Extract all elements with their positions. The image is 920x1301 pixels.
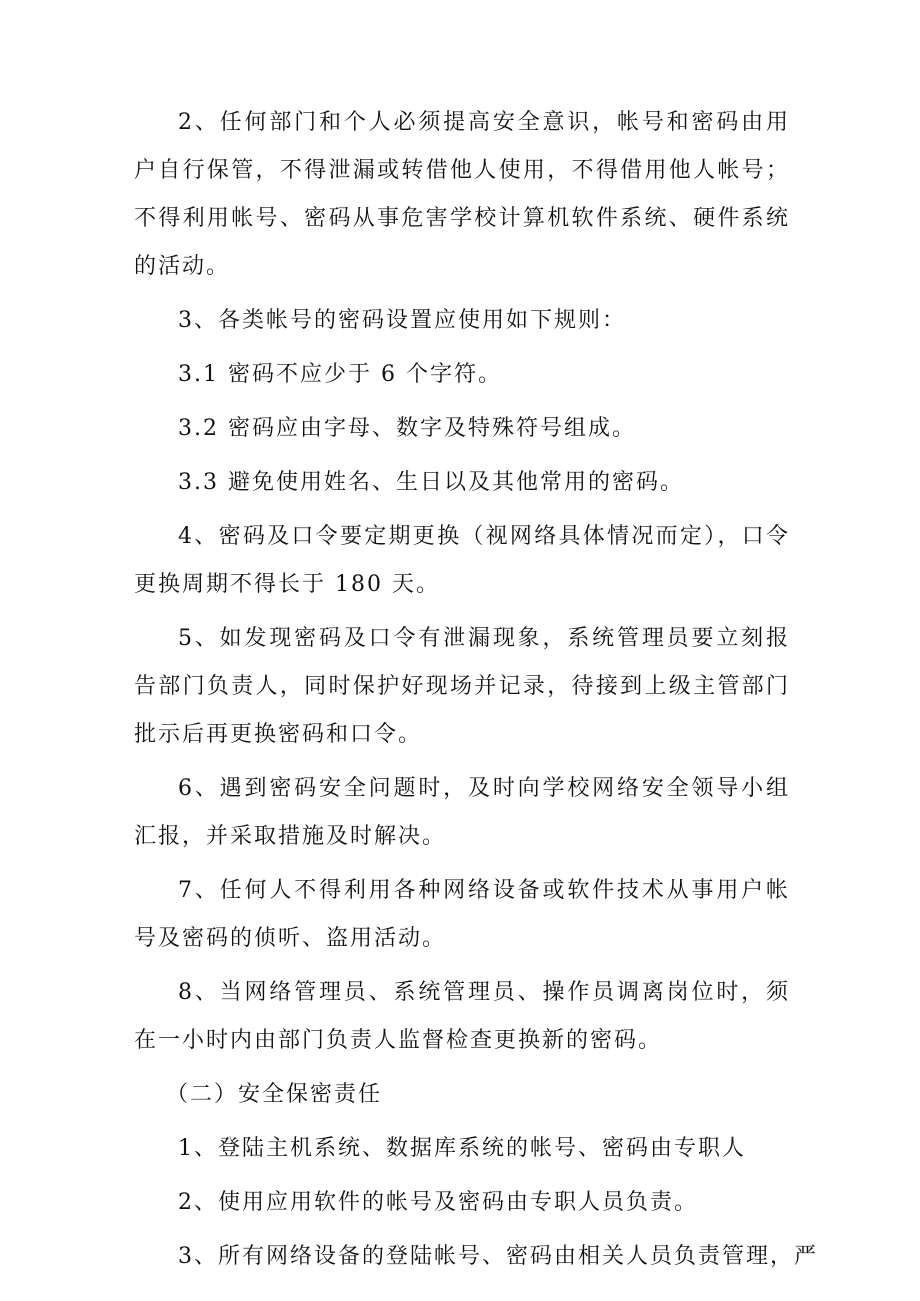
- paragraph-no-eavesdrop: 7、任何人不得利用各种网络设备或软件技术从事用户帐号及密码的侦听、盗用活动。: [134, 878, 790, 951]
- paragraph-rule-3-3: 3.3 避免使用姓名、生日以及其他常用的密码。: [178, 470, 684, 495]
- paragraph-rule-3-1: 3.1 密码不应少于 6 个字符。: [178, 362, 502, 387]
- paragraph-rule-3-2: 3.2 密码应由字母、数字及特殊符号组成。: [178, 416, 636, 441]
- paragraph-security-issue: 6、遇到密码安全问题时，及时向学校网络安全领导小组汇报，并采取措施及时解决。: [134, 776, 790, 849]
- paragraph-host-accounts: 1、登陆主机系统、数据库系统的帐号、密码由专职人: [178, 1136, 746, 1161]
- paragraph-periodic-change: 4、密码及口令要定期更换（视网络具体情况而定），口令更换周期不得长于 180 天。: [134, 524, 790, 597]
- paragraph-network-device-accounts: 3、所有网络设备的登陆帐号、密码由相关人员负责管理，严: [178, 1244, 818, 1269]
- paragraph-leak-report: 5、如发现密码及口令有泄漏现象，系统管理员要立刻报告部门负责人，同时保护好现场并记录，待接到上级主管部门批示后再更换密码和口令。: [134, 626, 790, 747]
- document-body: [134, 99, 818, 1287]
- paragraph-password-rules: 3、各类帐号的密码设置应使用如下规则：: [178, 308, 626, 333]
- paragraph-account-awareness: 2、任何部门和个人必须提高安全意识，帐号和密码由用户自行保管，不得泄漏或转借他人使用，不得借用他人帐号；不得利用帐号、密码从事危害学校计算机软件系统、硬件系统的活动。: [134, 110, 790, 279]
- paragraph-staff-transfer: 8、当网络管理员、系统管理员、操作员调离岗位时，须在一小时内由部门负责人监督检查更换新的密码。: [134, 980, 790, 1053]
- section-heading: （二）安全保密责任: [166, 1082, 383, 1107]
- paragraph-app-accounts: 2、使用应用软件的帐号及密码由专职人员负责。: [178, 1190, 698, 1215]
